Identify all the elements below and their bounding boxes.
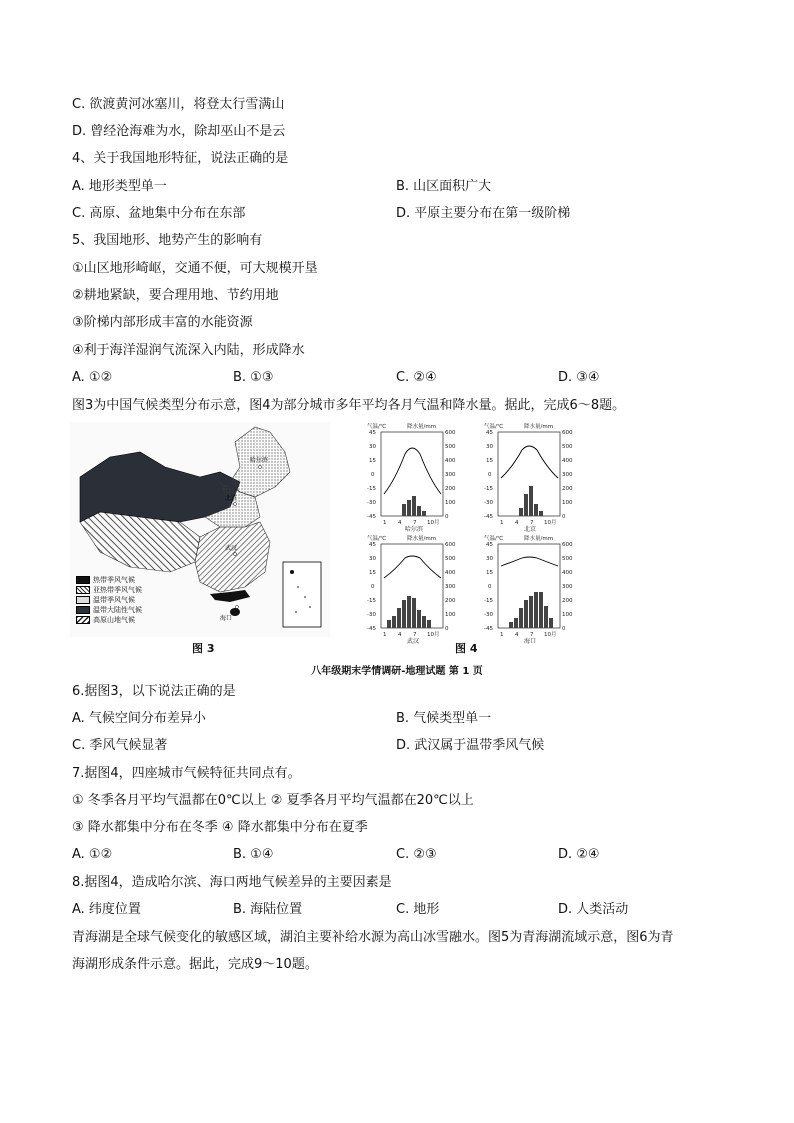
svg-text:7: 7	[530, 520, 534, 526]
intro-9-10-line1: 青海湖是全球气候变化的敏感区域，湖泊主要补给水源为高山冰雪融水。图5为青海湖流域示意，图6为青	[72, 930, 674, 945]
question-8-stem: 8.据图4，造成哈尔滨、海口两地气候差异的主要因素是	[72, 875, 392, 890]
legend-temperate-monsoon: 温带季风气候	[76, 595, 135, 605]
svg-text:100: 100	[562, 500, 573, 506]
svg-text:-15: -15	[484, 486, 493, 492]
q6-option-b: B. 气候类型单一	[396, 711, 492, 726]
label-harbin: 哈尔滨	[250, 457, 269, 464]
svg-text:500: 500	[445, 444, 456, 450]
svg-text:-45: -45	[367, 626, 376, 632]
svg-text:100: 100	[562, 612, 573, 618]
svg-text:哈尔滨: 哈尔滨	[405, 526, 424, 532]
chart-wuhan-svg	[365, 534, 465, 644]
q7-option-c: C. ②③	[396, 847, 437, 862]
q8-option-d: D. 人类活动	[558, 902, 629, 917]
q6-option-d: D. 武汉属于温带季风气候	[396, 738, 545, 753]
svg-text:300: 300	[562, 584, 573, 590]
svg-text:30: 30	[486, 444, 493, 450]
climate-chart-wuhan	[365, 534, 465, 644]
q6-option-c: C. 季风气候显著	[72, 738, 168, 753]
svg-text:0: 0	[488, 472, 492, 478]
svg-text:400: 400	[445, 458, 456, 464]
climate-chart-harbin	[365, 422, 465, 532]
svg-text:-45: -45	[484, 626, 493, 632]
page-footer: 八年级期末学情调研-地理试题 第 1 页	[311, 666, 483, 677]
q4-option-c: C. 高原、盆地集中分布在东部	[72, 206, 246, 221]
svg-text:15: 15	[369, 570, 376, 576]
svg-text:400: 400	[562, 458, 573, 464]
q7-option-b: B. ①④	[233, 847, 274, 862]
svg-text:降水量/mm: 降水量/mm	[524, 424, 554, 430]
svg-text:30: 30	[369, 556, 376, 562]
svg-text:100: 100	[445, 500, 456, 506]
svg-text:-30: -30	[484, 500, 493, 506]
q5-item-1: ①山区地形崎岖，交通不便，可大规模开垦	[72, 261, 318, 276]
svg-text:500: 500	[445, 556, 456, 562]
svg-text:300: 300	[562, 472, 573, 478]
svg-text:400: 400	[445, 570, 456, 576]
svg-text:0: 0	[562, 626, 566, 632]
question-7-stem: 7.据图4，四座城市气候特征共同点有。	[72, 766, 301, 781]
svg-text:武汉: 武汉	[407, 638, 420, 644]
figure-4-caption: 图 4	[455, 642, 478, 655]
chart-haikou-svg	[482, 534, 582, 644]
svg-text:45: 45	[369, 542, 376, 548]
legend-subtropical: 亚热带季风气候	[76, 585, 142, 595]
q7-items-1: ① 冬季各月平均气温都在0℃以上 ② 夏季各月平均气温都在20℃以上	[72, 793, 474, 808]
q5-item-2: ②耕地紧缺，要合理用地、节约用地	[72, 288, 279, 303]
q4-option-a: A. 地形类型单一	[72, 179, 167, 194]
label-wuhan: 武汉	[225, 545, 238, 552]
question-6-stem: 6.据图3，以下说法正确的是	[72, 684, 236, 699]
label-beijing: 北京	[225, 495, 238, 502]
svg-text:10月: 10月	[544, 632, 557, 638]
svg-text:1: 1	[500, 520, 504, 526]
svg-text:300: 300	[445, 584, 456, 590]
option-c-prev: C. 欲渡黄河冰塞川，将登太行雪满山	[72, 97, 285, 112]
climate-chart-haikou	[482, 534, 582, 644]
q5-item-4: ④利于海洋湿润气流深入内陆，形成降水	[72, 343, 305, 358]
q5-item-3: ③阶梯内部形成丰富的水能资源	[72, 315, 253, 330]
svg-text:-15: -15	[484, 598, 493, 604]
svg-text:45: 45	[486, 542, 493, 548]
svg-text:0: 0	[488, 584, 492, 590]
svg-text:气温/℃: 气温/℃	[367, 424, 387, 430]
svg-text:降水量/mm: 降水量/mm	[407, 424, 437, 430]
svg-text:500: 500	[562, 556, 573, 562]
svg-text:-30: -30	[367, 612, 376, 618]
svg-text:300: 300	[445, 472, 456, 478]
q7-option-a: A. ①②	[72, 847, 113, 862]
svg-text:1: 1	[383, 632, 387, 638]
svg-text:100: 100	[445, 612, 456, 618]
legend-temperate-continental: 温带大陆性气候	[76, 605, 142, 615]
q4-option-d: D. 平原主要分布在第一级阶梯	[396, 206, 571, 221]
svg-text:海口: 海口	[524, 638, 537, 644]
q8-option-a: A. 纬度位置	[72, 902, 141, 917]
svg-text:0: 0	[562, 514, 566, 520]
svg-text:30: 30	[486, 556, 493, 562]
svg-text:15: 15	[486, 458, 493, 464]
legend-tropical: 热带季风气候	[76, 575, 135, 585]
q7-items-2: ③ 降水都集中分布在冬季 ④ 降水都集中分布在夏季	[72, 820, 368, 835]
svg-text:45: 45	[369, 430, 376, 436]
svg-text:-30: -30	[484, 612, 493, 618]
svg-text:气温/℃: 气温/℃	[367, 536, 387, 542]
figure-3-caption: 图 3	[192, 642, 215, 655]
svg-text:0: 0	[445, 514, 449, 520]
intro-9-10-line2: 海湖形成条件示意。据此，完成9～10题。	[72, 957, 318, 972]
q8-option-b: B. 海陆位置	[233, 902, 303, 917]
svg-text:10月: 10月	[427, 520, 440, 526]
south-china-sea-inset	[283, 562, 321, 627]
svg-text:500: 500	[562, 444, 573, 450]
svg-text:10月: 10月	[427, 632, 440, 638]
svg-text:200: 200	[445, 486, 456, 492]
svg-text:4: 4	[515, 632, 519, 638]
intro-6-8: 图3为中国气候类型分布示意，图4为部分城市多年平均各月气温和降水量。据此，完成6～8题。	[72, 398, 626, 413]
svg-text:600: 600	[562, 430, 573, 436]
svg-text:北京: 北京	[524, 526, 537, 532]
legend-plateau: 高原山地气候	[76, 615, 135, 625]
question-5-stem: 5、我国地形、地势产生的影响有	[72, 233, 263, 248]
q6-option-a: A. 气候空间分布差异小	[72, 711, 206, 726]
svg-text:0: 0	[371, 472, 375, 478]
svg-text:15: 15	[369, 458, 376, 464]
figure-block	[70, 422, 590, 677]
svg-text:1: 1	[500, 632, 504, 638]
svg-text:-30: -30	[367, 500, 376, 506]
label-haikou: 海口	[220, 615, 233, 622]
svg-text:0: 0	[445, 626, 449, 632]
svg-text:400: 400	[562, 570, 573, 576]
svg-text:-45: -45	[484, 514, 493, 520]
svg-text:600: 600	[445, 542, 456, 548]
svg-text:15: 15	[486, 570, 493, 576]
svg-text:-45: -45	[367, 514, 376, 520]
svg-text:-15: -15	[367, 598, 376, 604]
svg-text:4: 4	[398, 520, 402, 526]
svg-text:0: 0	[371, 584, 375, 590]
q5-option-d: D. ③④	[558, 370, 600, 385]
q5-option-b: B. ①③	[233, 370, 274, 385]
svg-text:7: 7	[413, 632, 417, 638]
question-4-stem: 4、关于我国地形特征，说法正确的是	[72, 151, 289, 166]
svg-text:200: 200	[445, 598, 456, 604]
q5-option-c: C. ②④	[396, 370, 437, 385]
chart-harbin-svg	[365, 422, 465, 532]
svg-text:气温/℃: 气温/℃	[484, 424, 504, 430]
svg-text:-15: -15	[367, 486, 376, 492]
q4-option-b: B. 山区面积广大	[396, 179, 492, 194]
q5-option-a: A. ①②	[72, 370, 113, 385]
svg-text:45: 45	[486, 430, 493, 436]
svg-text:30: 30	[369, 444, 376, 450]
option-d-prev: D. 曾经沧海难为水，除却巫山不是云	[72, 124, 286, 139]
svg-text:10月: 10月	[544, 520, 557, 526]
svg-text:1: 1	[383, 520, 387, 526]
svg-text:降水量/mm: 降水量/mm	[407, 536, 437, 542]
q8-option-c: C. 地形	[396, 902, 440, 917]
climate-chart-beijing	[482, 422, 582, 532]
svg-text:4: 4	[398, 632, 402, 638]
svg-text:600: 600	[445, 430, 456, 436]
svg-text:降水量/mm: 降水量/mm	[524, 536, 554, 542]
svg-text:600: 600	[562, 542, 573, 548]
svg-text:200: 200	[562, 598, 573, 604]
svg-text:7: 7	[413, 520, 417, 526]
chart-beijing-svg	[482, 422, 582, 532]
svg-text:气温/℃: 气温/℃	[484, 536, 504, 542]
q7-option-d: D. ②④	[558, 847, 600, 862]
svg-text:4: 4	[515, 520, 519, 526]
svg-text:200: 200	[562, 486, 573, 492]
svg-text:7: 7	[530, 632, 534, 638]
